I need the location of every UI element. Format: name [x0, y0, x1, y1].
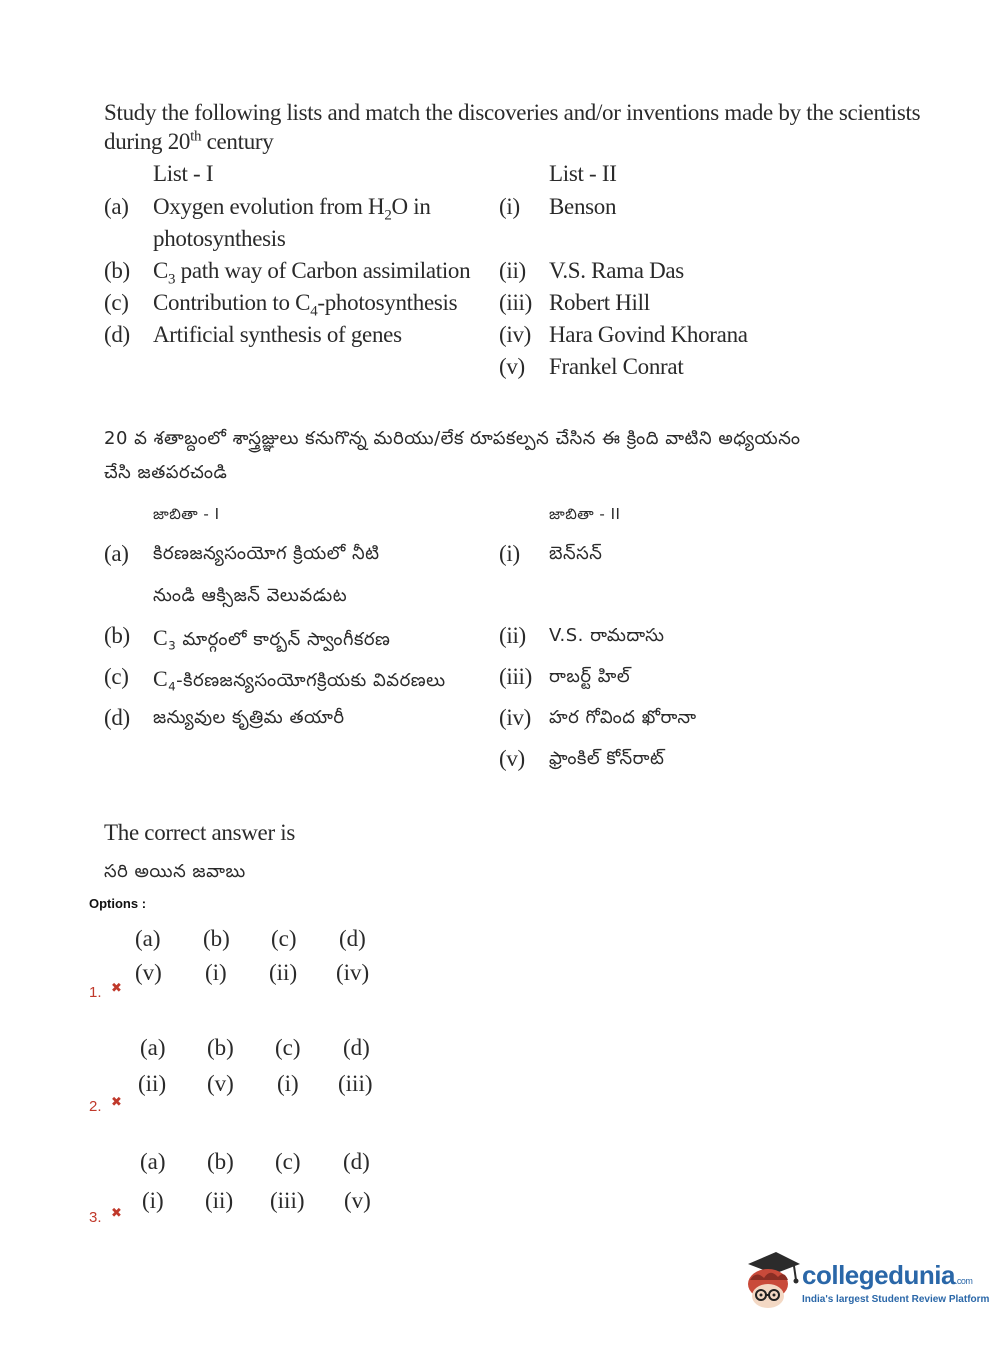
list-2-key: (iii)	[499, 290, 532, 315]
list-1-key: (a)	[104, 541, 129, 566]
option-value: (i)	[142, 1188, 164, 1213]
list-2-item-te: రాబర్ట్ హిల్	[549, 666, 631, 687]
list-1-heading-te: జాబితా - I	[153, 505, 220, 523]
list-1-key: (c)	[104, 664, 129, 689]
list-2-key: (i)	[499, 194, 520, 219]
list-2-key: (ii)	[499, 623, 526, 648]
list-1-item-cont: photosynthesis	[153, 226, 286, 251]
list-1-item-te: కిరణజన్యసంయోగ క్రియలో నీటి	[153, 543, 380, 564]
option-value: (ii)	[205, 1188, 234, 1213]
list-2-item: Hara Govind Khorana	[549, 322, 748, 347]
option-number: 3.	[89, 1209, 102, 1226]
list-1-key: (b)	[104, 623, 130, 648]
option-value: (iii)	[270, 1188, 305, 1213]
option-head: (d)	[343, 1149, 370, 1174]
list-2-key: (iii)	[499, 664, 532, 689]
list-1-heading: List - I	[153, 161, 214, 186]
option-value: (iii)	[338, 1071, 373, 1096]
wrong-answer-icon: ✖	[111, 981, 122, 996]
list-2-key: (ii)	[499, 258, 526, 283]
list-1-key: (d)	[104, 322, 130, 347]
list-2-item: Benson	[549, 194, 617, 219]
list-2-item-te: బెన్‌సన్	[549, 543, 603, 564]
option-head: (a)	[140, 1149, 166, 1174]
list-2-key: (i)	[499, 541, 520, 566]
option-head: (d)	[343, 1035, 370, 1060]
option-head: (a)	[135, 926, 161, 951]
question-line-2: during 20th century	[104, 128, 274, 154]
option-head: (d)	[339, 926, 366, 951]
list-1-key: (d)	[104, 705, 130, 730]
collegedunia-logo[interactable]	[742, 1250, 990, 1320]
list-2-key: (v)	[499, 746, 525, 771]
answer-prompt-te: సరి అయిన జవాబు	[104, 861, 246, 882]
list-2-heading-te: జాబితా - II	[549, 505, 621, 523]
list-2-key: (iv)	[499, 705, 532, 730]
list-2-item-te: హర గోవింద ఖోరానా	[549, 707, 697, 728]
logo-tagline: India's largest Student Review Platform	[802, 1294, 990, 1305]
list-2-key: (v)	[499, 354, 525, 379]
answer-prompt: The correct answer is	[104, 820, 296, 845]
option-head: (b)	[207, 1035, 234, 1060]
option-value: (v)	[135, 960, 162, 985]
options-label: Options :	[89, 896, 147, 911]
list-2-item: Robert Hill	[549, 290, 650, 315]
option-value: (v)	[207, 1071, 234, 1096]
mascot-icon	[742, 1250, 802, 1312]
option-value: (i)	[277, 1071, 299, 1096]
list-1-key: (c)	[104, 290, 129, 315]
option-head: (c)	[271, 926, 297, 951]
question-te-line-1: 20 వ శతాబ్దంలో శాస్త్రజ్ఞులు కనుగొన్న మరియు/లేక రూపకల్పన చేసిన ఈ క్రింది వాటిని అధ్యయనం	[104, 428, 801, 449]
list-1-item: $C_3$ path way of Carbon assimilation	[153, 258, 471, 288]
option-value: (i)	[205, 960, 227, 985]
list-1-item-te-cont: నుండి ఆక్సిజన్ వెలువడుట	[153, 585, 348, 606]
list-2-key: (iv)	[499, 322, 532, 347]
list-1-key: (a)	[104, 194, 129, 219]
list-1-item-te: జన్యువుల కృత్రిమ తయారీ	[153, 707, 345, 728]
question-line-1: Study the following lists and match the discoveries and/or inventions made by the scientists	[104, 100, 921, 125]
option-value: (iv)	[336, 960, 370, 985]
list-1-key: (b)	[104, 258, 130, 283]
wrong-answer-icon: ✖	[111, 1206, 122, 1221]
logo-wordmark: collegedunia.com	[802, 1260, 973, 1290]
list-1-item-te: $C_3$ మార్గంలో కార్బన్ స్వాంగీకరణ	[153, 625, 391, 653]
option-number: 2.	[89, 1098, 102, 1115]
list-2-item-te: ఫ్రాంకిల్ కోన్‌రాట్	[549, 748, 665, 769]
option-number: 1.	[89, 984, 102, 1001]
list-2-item: V.S. Rama Das	[549, 258, 684, 283]
option-value: (ii)	[138, 1071, 167, 1096]
option-head: (b)	[203, 926, 230, 951]
option-head: (c)	[275, 1149, 301, 1174]
list-1-item: Artificial synthesis of genes	[153, 322, 402, 347]
list-2-item-te: V.S. రామదాసు	[549, 625, 665, 646]
list-1-item: Oxygen evolution from $H_2O$ in	[153, 194, 431, 224]
list-1-item-te: $C_4-కిరణజన్యసంయోగక్రియకు$ వివరణలు	[153, 666, 446, 694]
option-value: (ii)	[269, 960, 298, 985]
list-2-heading: List - II	[549, 161, 617, 186]
list-2-item: Frankel Conrat	[549, 354, 684, 379]
question-te-line-2: చేసి జతపరచండి	[104, 462, 228, 483]
option-head: (b)	[207, 1149, 234, 1174]
wrong-answer-icon: ✖	[111, 1095, 122, 1110]
option-head: (a)	[140, 1035, 166, 1060]
option-value: (v)	[344, 1188, 371, 1213]
option-head: (c)	[275, 1035, 301, 1060]
list-1-item: Contribution to $C_4$-photosynthesis	[153, 290, 458, 320]
